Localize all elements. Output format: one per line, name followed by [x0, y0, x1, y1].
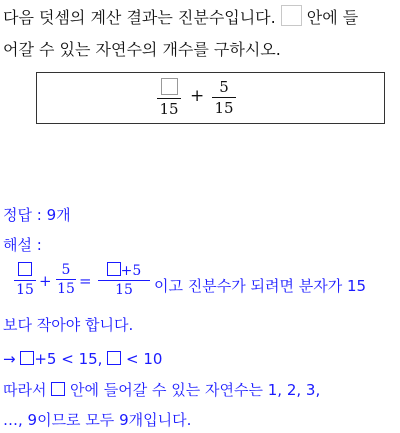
blank-square-icon	[18, 262, 32, 276]
blank-square-icon	[20, 351, 34, 365]
fraction-1	[157, 78, 181, 118]
explain-fraction-c: +5 15	[98, 262, 150, 298]
question-line-1	[3, 5, 358, 28]
answer-label: 정답 : 9개	[3, 206, 71, 224]
fraction-2-denominator: 15	[214, 99, 234, 117]
arrow-icon: →	[3, 350, 16, 368]
question-line-2: 어갈 수 있는 자연수의 개수를 구하시오.	[3, 40, 281, 59]
blank-box-icon	[281, 5, 302, 26]
fraction-1-denominator: 15	[159, 100, 179, 118]
question-text-1a: 다음 덧셈의 계산 결과는 진분수입니다.	[3, 8, 276, 27]
explain-fraction-b: 5 15	[57, 262, 75, 297]
explanation-text: 이고 진분수가 되려면 분자가 15	[154, 277, 367, 295]
explanation-conclusion: 따라서 안에 들어갈 수 있는 자연수는 1, 2, 3,	[3, 381, 321, 399]
expression-box	[36, 72, 385, 124]
fraction-bar	[212, 97, 236, 98]
equals-sign: =	[79, 272, 92, 290]
fraction-1-numerator	[157, 78, 181, 97]
explain-fraction-a: 15	[14, 262, 36, 298]
explanation-final: …, 9이므로 모두 9개입니다.	[3, 411, 192, 429]
explanation-inequality: → +5 < 15, < 10	[3, 350, 163, 368]
question-text-1b: 안에 들	[306, 8, 359, 27]
explanation-label: 해설 :	[3, 236, 42, 254]
explanation-line-smaller: 보다 작아야 합니다.	[3, 316, 134, 334]
blank-square-icon	[107, 351, 121, 365]
blank-square-icon	[51, 382, 65, 396]
fraction-2-numerator: 5	[219, 78, 229, 96]
blank-square-icon	[107, 262, 121, 276]
fraction-2	[212, 78, 236, 117]
blank-square-icon	[161, 78, 178, 95]
plus-sign: +	[39, 272, 52, 290]
plus-sign: +	[190, 86, 205, 106]
fraction-bar	[157, 98, 181, 99]
